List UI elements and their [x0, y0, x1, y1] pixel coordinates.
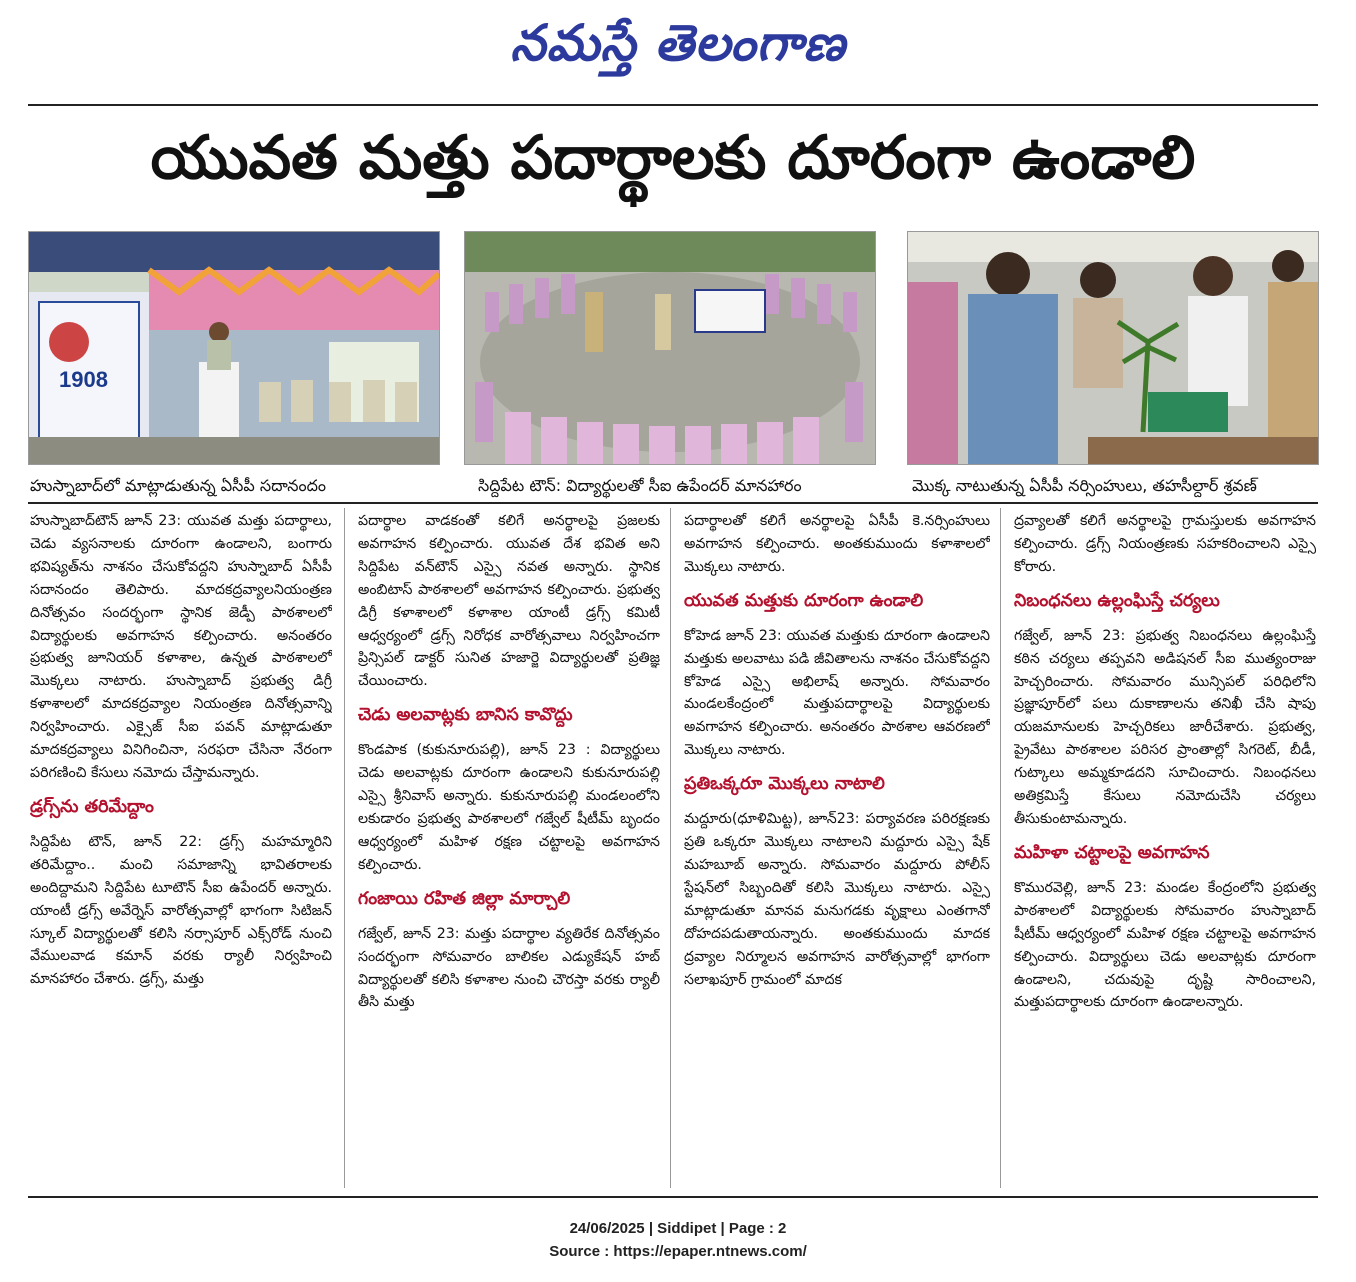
article-body: పదార్థాలతో కలిగే అనర్థాలపై ఏసీపీ కె.నర్సింహులు అవగాహన కల్పించారు. అంతకుముందు కళాశాలలో మొక్కలు నాటారు.: [684, 513, 990, 575]
article-subheading: డ్రగ్స్‌ను తరిమేద్దాం: [30, 796, 154, 817]
article-body: హుస్నాబాద్‌టౌన్ జూన్ 23: యువత మత్తు పదార్థాలు, చెడు వ్యసనాలకు దూరంగా ఉండాలని, బంగారు భవిష్యత్‌ను నాశనం చేసుకోవద్దని హుస్నాబాద్ ఏసీపీ సదానందం తెలిపారు. మాదకద్రవ్యాలనియంత్రణ దినోత్సవం సందర్భంగా స్థానిక జెడ్పీ పాఠశాలలో విద్యార్థులకు అవగాహన కల్పించారు. అనంతరం ప్రభుత్వ జూనియర్ కళాశాల, ఉన్నత పాఠశాలలో మొక్కలు నాటారు. హుస్నాబాద్ ప్రభుత్వ డిగ్రీ కళాశాలలో మాదకద్రవ్యాల నియంత్రణ దినోత్సవాన్ని నిర్వహించారు. ఎక్సైజ్ సీఐ పవన్ మాట్లాడుతూ మాదకద్రవ్యాలు వినిగించినా, సరఫరా చేసినా నేరంగా పరిగణించి కేసులు నమోదు చేస్తామన్నారు.: [30, 513, 332, 781]
article-subheading: మహిళా చట్టాలపై అవగాహన: [1014, 842, 1210, 863]
photo-acp-speaking: [28, 231, 440, 465]
helpline-number: 1908: [59, 367, 108, 392]
photo-caption-1: హుస్నాబాద్‌లో మాట్లాడుతున్న ఏసీపీ సదానందం: [30, 476, 326, 495]
article-body: పదార్థాల వాడకంతో కలిగే అనర్థాలపై ప్రజలకు అవగాహన కల్పించారు. యువత దేశ భవిత అని సిద్దిపేట వన్‌టౌన్ ఎస్సై నవత అన్నారు. స్థానిక అంబిటాస్ పాఠశాలలో అవగాహన కల్పించారు. ప్రభుత్వ డిగ్రీ కళాశాలలో కళాశాల యాంటీ డ్రగ్స్ కమిటీ ఆధ్వర్యంలో డ్రగ్స్ నిరోధక వారోత్సవాలు నిర్వహించగా ప్రిన్సిపల్ డాక్టర్ సునిత హజార్జె విద్యార్థులతో ప్రతిజ్ఞ చేయించారు.: [358, 513, 660, 690]
article-body: ద్రవ్యాలతో కలిగే అనర్థాలపై గ్రామస్తులకు అవగాహన కల్పించారు. డ్రగ్స్ నియంత్రణకు సహకరించాలని ఎస్సై కోరారు.: [1014, 513, 1316, 575]
article-subheading: చెడు అలవాట్లకు బానిస కావొద్దు: [358, 705, 573, 726]
article-subheading: యువత మత్తుకు దూరంగా ఉండాలి: [684, 590, 924, 611]
article-column-4: [1014, 510, 1316, 1186]
photo-caption-2: సిద్దిపేట టౌన్: విద్యార్థులతో సీఐ ఉపేందర్ మానహారం: [478, 476, 802, 495]
article-subheading: గంజాయి రహిత జిల్లా మార్చాలి: [358, 888, 571, 909]
footer-date-edition: 24/06/2025 | Siddipet | Page : 2: [569, 1220, 787, 1237]
article-column-1: [30, 510, 332, 1186]
article-body: కొమురవెల్లి, జూన్ 23: మండల కేంద్రంలోని ప్రభుత్వ పాఠశాలలో విద్యార్థులకు సోమవారం హుస్నాబాద్ షీటీమ్ ఆధ్వర్యంలో మహిళ రక్షణ చట్టాలపై అవగాహన కల్పించారు. విద్యార్థులు చెడు అలవాట్లకు దూరంగా ఉండాలని, చదువుపై దృష్టి సారించాలని, మత్తుపదార్థాలకు దూరంగా ఉండాలన్నారు.: [1014, 879, 1316, 1011]
article-body: గజ్వేల్, జూన్ 23: ప్రభుత్వ నిబంధనలు ఉల్లంఘిస్తే కఠిన చర్యలు తప్పవని అడిషనల్ సీఐ ముత్యంరాజు హెచ్చరించారు. సోమవారం మున్సిపల్ పరిధిలోని ప్రజ్ఞాపూర్‌లో పలు దుకాణాలను తనిఖీ చేసి షాపు యజమానులకు హెచ్చరికలు జారీచేశారు. ప్రభుత్వ, ప్రైవేటు పాఠశాలల పరిసర ప్రాంతాల్లో సిగరెట్, బీడీ, గుట్కాలు అమ్మకూడదని సూచించారు. నిబంధనలు అతిక్రమిస్తే కేసులు నమోదుచేసి చర్యలు తీసుకుంటామన్నారు.: [1014, 627, 1316, 827]
photo-students-human-chain: [464, 231, 876, 465]
article-body: గజ్వేల్, జూన్ 23: మత్తు పదార్థాల వ్యతిరేక దినోత్సవం సందర్భంగా సోమవారం బాలికల ఎడ్యుకేషన్ హబ్ విద్యార్థులతో కలిసి కళాశాల నుంచి చౌరస్తా వరకు ర్యాలీ తీసి మత్తు: [358, 925, 660, 1011]
column-divider: [670, 508, 671, 1188]
photo-caption-3: మొక్క నాటుతున్న ఏసీపీ నర్సింహులు, తహసీల్దార్ శ్రవణ్: [912, 476, 1257, 495]
article-body: మద్దూరు(ధూళిమిట్ట), జూన్23: పర్యావరణ పరిరక్షణకు ప్రతి ఒక్కరూ మొక్కలు నాటాలని మద్దూరు ఎస్సై షేక్ మహబూబ్ అన్నారు. సోమవారం మద్దూరు పోలీస్ స్టేషన్‌లో సిబ్బందితో కలిసి మొక్కలు నాటారు. ఎస్సై మాట్లాడుతూ మానవ మనుగడకు వృక్షాలు ఎంతగానో దోహదపడుతాయన్నారు. అంతకుముందు మాదక ద్రవ్యాల నిర్మూలన అవగాహన వారోత్సవాల్లో భాగంగా సలాఖపూర్ గ్రామంలో మాదక: [684, 811, 990, 988]
caption-divider: [28, 502, 1318, 504]
page-headline: యువత మత్తు పదార్థాలకు దూరంగా ఉండాలి: [150, 123, 1196, 193]
article-body: కోహెడ జూన్ 23: యువత మత్తుకు దూరంగా ఉండాలని మత్తుకు అలవాటు పడి జీవితాలను నాశనం చేసుకోవద్దని కోహెడ ఎస్సై అభిలాష్ అన్నారు. సోమవారం మండలకేంద్రంలో మత్తుపదార్థాలపై విద్యార్థులకు అవగాహన కల్పించారు. అనంతరం పాఠశాల ఆవరణలో మొక్కలు నాటారు.: [684, 627, 990, 759]
column-divider: [344, 508, 345, 1188]
article-body: కొండపాక (కుకునూరుపల్లి), జూన్ 23 : విద్యార్థులు చెడు అలవాట్లకు దూరంగా ఉండాలని కుకునూరుపల్లి ఎస్సై శ్రీనివాస్ అన్నారు. కుకునూరుపల్లి మండలంలోని లకుడారం ప్రభుత్వ పాఠశాలలో గజ్వేల్ షీటీమ్ బృందం ఆధ్వర్యంలో మహిళ రక్షణ చట్టాలపై అవగాహన కల్పించారు.: [358, 742, 660, 873]
article-column-3: [684, 510, 990, 1186]
masthead-logo-text: నమస్తే తెలంగాణ: [510, 14, 846, 72]
article-subheading: నిబంధనలు ఉల్లంఘిస్తే చర్యలు: [1014, 590, 1220, 611]
article-body: సిద్దిపేట టౌన్, జూన్ 22: డ్రగ్స్ మహమ్మారిని తరిమేద్దాం.. మంచి సమాజాన్ని భావితరాలకు అందిద్దామని సిద్దిపేట టూటౌన్ సీఐ ఉపేందర్ అన్నారు. యాంటీ డ్రగ్స్ అవేర్నెస్ వారోత్సవాల్లో భాగంగా సిటిజన్ స్కూల్ విద్యార్థులతో కలిసి నర్సాపూర్ ఎక్స్‌రోడ్ నుంచి వేములవాడ కమాన్ వరకు ర్యాలీ నిర్వహించి మానహారం చేశారు. డ్రగ్స్, మత్తు: [30, 833, 332, 988]
column-divider: [1000, 508, 1001, 1188]
photo-planting-sapling: [907, 231, 1319, 465]
article-column-2: [358, 510, 660, 1186]
footer-source-link[interactable]: Source : https://epaper.ntnews.com/: [549, 1243, 807, 1260]
masthead-logo: [0, 4, 1356, 82]
article-subheading: ప్రతిఒక్కరూ మొక్కలు నాటాలి: [684, 774, 885, 795]
